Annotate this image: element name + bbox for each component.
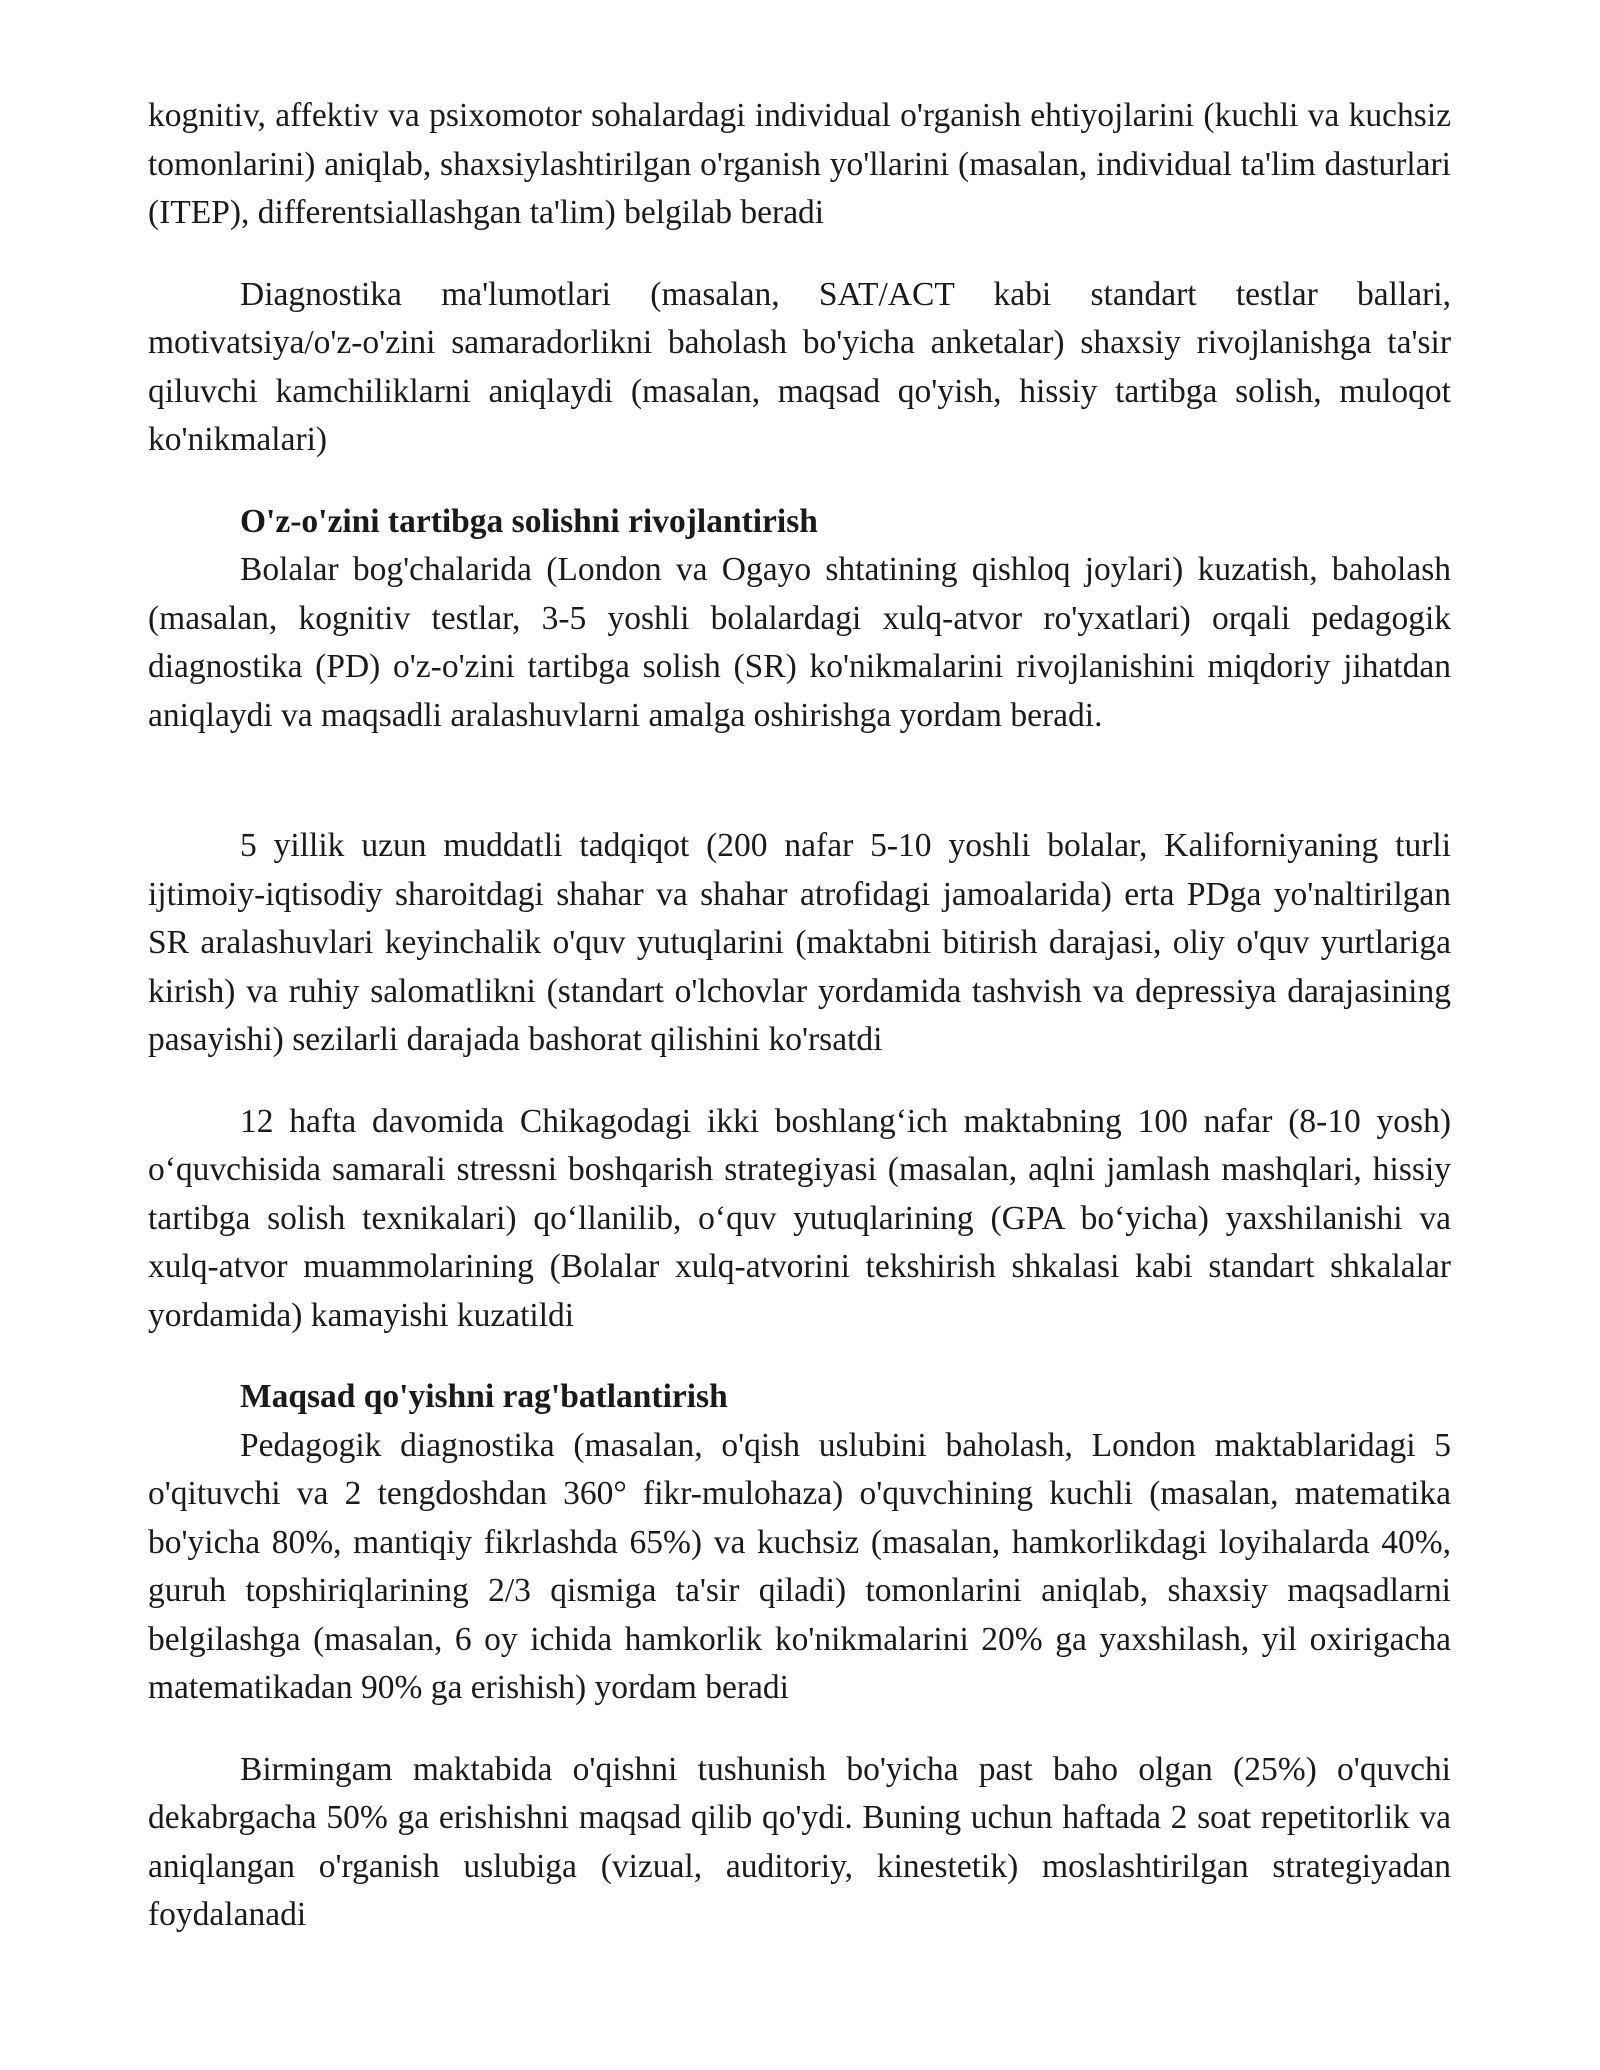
section-heading-goal-setting: Maqsad qo'yishni rag'batlantirish: [240, 1378, 728, 1415]
paragraph-pedagogical-diagnostics: Pedagogik diagnostika (masalan, o'qish uslubini baholash, London maktablaridagi 5 o'qituvchi va 2 tengdoshdan 360° fikr-mulohaza) o'quvchining kuchli (masalan, matematika bo'yicha 80%, mantiqiy fikrlashda 65%) va kuchsiz (masalan, hamkorlikdagi loyihalarda 40%, guruh topshiriqlarining 2/3 qismiga ta'sir qiladi) tomonlarini aniqlab, shaxsiy maqsadlarni belgilashga (masalan, 6 oy ichida hamkorlik ko'nikmalarini 20% ga yaxshilash, yil oxirigacha matematikadan 90% ga erishish) yordam beradi: [148, 1426, 1451, 1706]
paragraph-longitudinal-study: 5 yillik uzun muddatli tadqiqot (200 nafar 5-10 yoshli bolalar, Kaliforniyaning turli ijtimoiy-iqtisodiy sharoitdagi shahar va shahar atrofidagi jamoalarida) erta PDga yo'naltirilgan SR aralashuvlari keyinchalik o'quv yutuqlarini (maktabni bitirish darajasi, oliy o'quv yurtlariga kirish) va ruhiy salomatlikni (standart o'lchovlar yordamida tashvish va depressiya darajasining pasayishi) sezilarli darajada bashorat qilishini ko'rsatdi: [148, 827, 1451, 1058]
paragraph-birmingham-student: Birmingam maktabida o'qishni tushunish bo'yicha past baho olgan (25%) o'quvchi dekabrgacha 50% ga erishishni maqsad qilib qo'ydi. Buning uchun haftada 2 soat repetitorlik va aniqlangan o'rganish uslubiga (vizual, auditoriy, kinestetik) moslashtirilgan strategiyadan foydalanadi: [148, 1750, 1451, 1933]
section-heading-self-regulation: O'z-o'zini tartibga solishni rivojlantirish: [240, 502, 818, 540]
paragraph-intro-continuation: kognitiv, affektiv va psixomotor sohalardagi individual o'rganish ehtiyojlarini (kuchli va kuchsiz tomonlarini) aniqlab, shaxsiylashtirilgan o'rganish yo'llarini (masalan, individual ta'lim dasturlari (ITEP), differentsiallashgan ta'lim) belgilab beradi: [148, 97, 1451, 231]
paragraph-chicago-stress-management: 12 hafta davomida Chikagodagi ikki boshlang‘ich maktabning 100 nafar (8-10 yosh) o‘quvchisida samarali stressni boshqarish strategiyasi (masalan, aqlni jamlash mashqlari, hissiy tartibga solish texnikalari) qo‘llanilib, o‘quv yutuqlarining (GPA bo‘yicha) yaxshilanishi va xulq-atvor muammolarining (Bolalar xulq-atvorini tekshirish shkalasi kabi standart shkalalar yordamida) kamayishi kuzatildi: [148, 1102, 1451, 1334]
document-body: [148, 92, 1451, 1940]
paragraph-kindergarten-observation: Bolalar bog'chalarida (London va Ogayo shtatining qishloq joylari) kuzatish, baholash (masalan, kognitiv testlar, 3-5 yoshli bolalardagi xulq-atvor ro'yxatlari) orqali pedagogik diagnostika (PD) o'z-o'zini tartibga solish (SR) ko'nikmalarini rivojlanishini miqdoriy jihatdan aniqlaydi va maqsadli aralashuvlarni amalga oshirishga yordam beradi.: [148, 551, 1451, 734]
paragraph-diagnostic-data: Diagnostika ma'lumotlari (masalan, SAT/ACT kabi standart testlar ballari, motivatsiya/o'z-o'zini samaradorlikni baholash bo'yicha anketalar) shaxsiy rivojlanishga ta'sir qiluvchi kamchiliklarni aniqlaydi (masalan, maqsad qo'yish, hissiy tartibga solish, muloqot ko'nikmalari): [148, 275, 1451, 458]
